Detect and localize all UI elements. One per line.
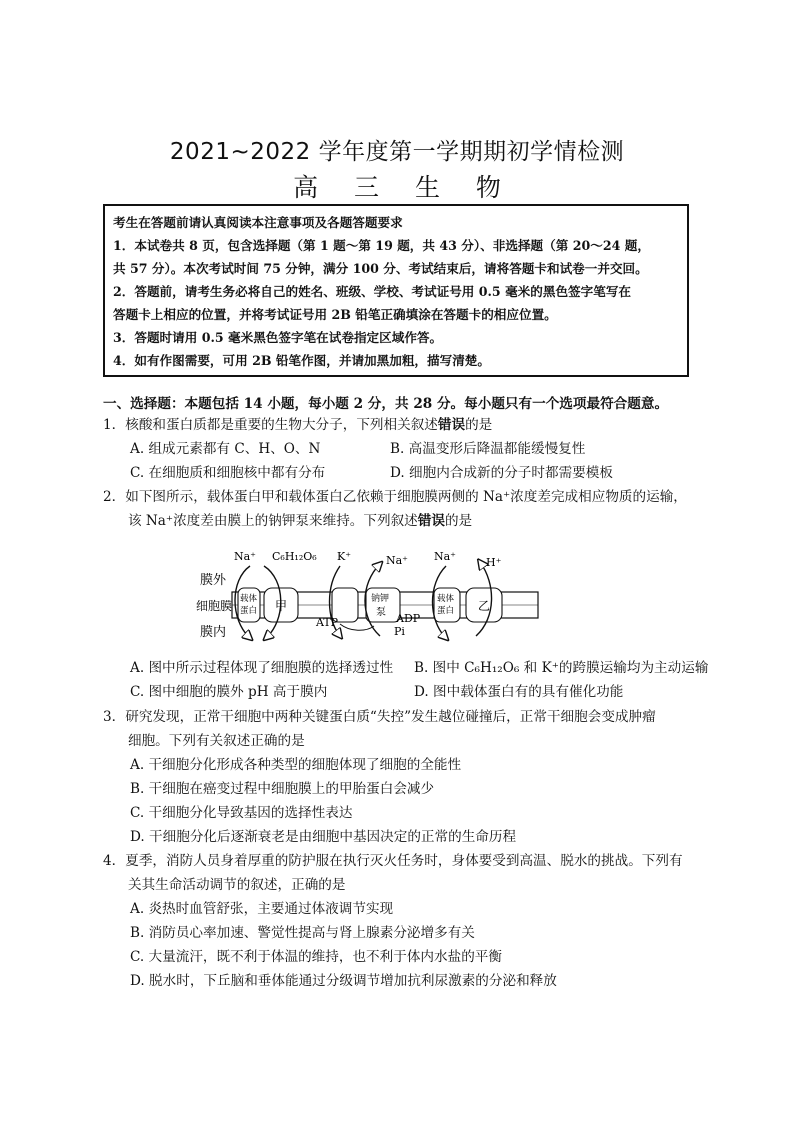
question-4-stem-line2: 关其生命活动调节的叙述，正确的是 [128, 877, 346, 893]
label-inside: 膜内 [200, 625, 227, 640]
svg-text:载体: 载体 [240, 594, 258, 604]
q3-option-d[interactable]: D. 干细胞分化后逐渐衰老是由细胞中基因决定的正常的生命历程 [130, 829, 517, 845]
ion-na-3: Na⁺ [434, 550, 456, 563]
ion-na-1: Na⁺ [234, 550, 256, 563]
ion-glucose: C₆H₁₂O₆ [272, 550, 317, 563]
q4-option-b[interactable]: B. 消防员心率加速、警觉性提高与肾上腺素分泌增多有关 [130, 925, 475, 941]
membrane-transport-figure [190, 540, 550, 650]
q1-option-c[interactable]: C. 在细胞质和细胞核中都有分布 [130, 465, 326, 481]
notice-heading: 考生在答题前请认真阅读本注意事项及各题答题要求 [113, 215, 403, 230]
q3-option-c[interactable]: C. 干细胞分化导致基因的选择性表达 [130, 805, 353, 821]
svg-text:蛋白: 蛋白 [240, 606, 258, 616]
svg-text:泵: 泵 [376, 607, 386, 618]
notice-box [103, 204, 689, 377]
question-3-stem-line1: 3．研究发现，正常干细胞中两种关键蛋白质“失控”发生越位碰撞后，正常干细胞会变成肿瘤 [103, 709, 656, 725]
notice-line-4: 答题卡上相应的位置，并将考试证号用 2B 铅笔正确填涂在答题卡的相应位置。 [113, 307, 557, 322]
label-outside: 膜外 [200, 573, 227, 588]
label-atp: ATP [316, 616, 339, 629]
q2-option-a[interactable]: A. 图中所示过程体现了细胞膜的选择透过性 [130, 660, 394, 676]
q1-option-b[interactable]: B. 高温变形后降温都能缓慢复性 [390, 441, 586, 457]
q4-option-c[interactable]: C. 大量流汗，既不利于体温的维持，也不利于体内水盐的平衡 [130, 949, 502, 965]
q4-option-d[interactable]: D. 脱水时，下丘脑和垂体能通过分级调节增加抗利尿激素的分泌和释放 [130, 973, 557, 989]
q2-option-b[interactable]: B. 图中 C₆H₁₂O₆ 和 K⁺的跨膜运输均为主动运输 [414, 660, 709, 676]
subject-title: 高 三 生 物 [293, 173, 515, 202]
notice-line-1: 1．本试卷共 8 页，包含选择题（第 1 题～第 19 题，共 43 分）、非选择题（第 20～24 题， [113, 238, 650, 253]
question-3-stem-line2: 细胞。下列有关叙述正确的是 [128, 733, 305, 749]
q1-option-d[interactable]: D. 细胞内合成新的分子时都需要模板 [390, 465, 613, 481]
svg-text:甲: 甲 [275, 599, 288, 613]
arrow-atp [340, 624, 374, 630]
question-2-stem-line1: 2．如下图所示，载体蛋白甲和载体蛋白乙依赖于细胞膜两侧的 Na⁺浓度差完成相应物质的运输， [103, 489, 687, 505]
ion-k: K⁺ [337, 550, 352, 563]
label-pi: Pi [394, 625, 405, 638]
svg-text:蛋白: 蛋白 [437, 606, 455, 616]
svg-text:载体: 载体 [437, 594, 455, 604]
question-4-stem-line1: 4．夏季，消防人员身着厚重的防护服在执行灭火任务时，身体要受到高温、脱水的挑战。下列有 [103, 853, 683, 869]
svg-text:钠钾: 钠钾 [371, 594, 390, 604]
question-1-stem: 1．核酸和蛋白质都是重要的生物大分子，下列相关叙述错误的是 [103, 417, 493, 433]
ion-na-2: Na⁺ [386, 554, 408, 567]
question-2-stem-line2: 该 Na⁺浓度差由膜上的钠钾泵来维持。下列叙述错误的是 [128, 513, 473, 529]
exam-title: 2021~2022 学年度第一学期期初学情检测 [169, 139, 625, 165]
q2-option-d[interactable]: D. 图中载体蛋白有的具有催化功能 [414, 684, 624, 700]
label-membrane: 细胞膜 [196, 599, 233, 613]
notice-line-5: 3．答题时请用 0.5 毫米黑色签字笔在试卷指定区域作答。 [113, 330, 443, 345]
notice-line-2: 共 57 分）。本次考试时间 75 分钟，满分 100 分、考试结束后，请将答题卡和试卷一并交回。 [113, 261, 648, 276]
label-adp: ADP [396, 612, 421, 625]
q3-option-a[interactable]: A. 干细胞分化形成各种类型的细胞体现了细胞的全能性 [130, 757, 462, 773]
notice-line-3: 2．答题前，请考生务必将自己的姓名、班级、学校、考试证号用 0.5 毫米的黑色签字笔写在 [113, 284, 632, 299]
section-heading: 一、选择题：本题包括 14 小题，每小题 2 分，共 28 分。每小题只有一个选项最符合题意。 [103, 396, 669, 412]
svg-text:乙: 乙 [478, 599, 491, 613]
q1-option-a[interactable]: A. 组成元素都有 C、H、O、N [130, 441, 321, 457]
q4-option-a[interactable]: A. 炎热时血管舒张，主要通过体液调节实现 [130, 901, 394, 917]
q2-option-c[interactable]: C. 图中细胞的膜外 pH 高于膜内 [130, 684, 328, 700]
q3-option-b[interactable]: B. 干细胞在癌变过程中细胞膜上的甲胎蛋白会减少 [130, 781, 435, 797]
notice-line-6: 4．如有作图需要，可用 2B 铅笔作图，并请加黑加粗，描写清楚。 [113, 353, 490, 368]
ion-h: H⁺ [486, 556, 502, 569]
